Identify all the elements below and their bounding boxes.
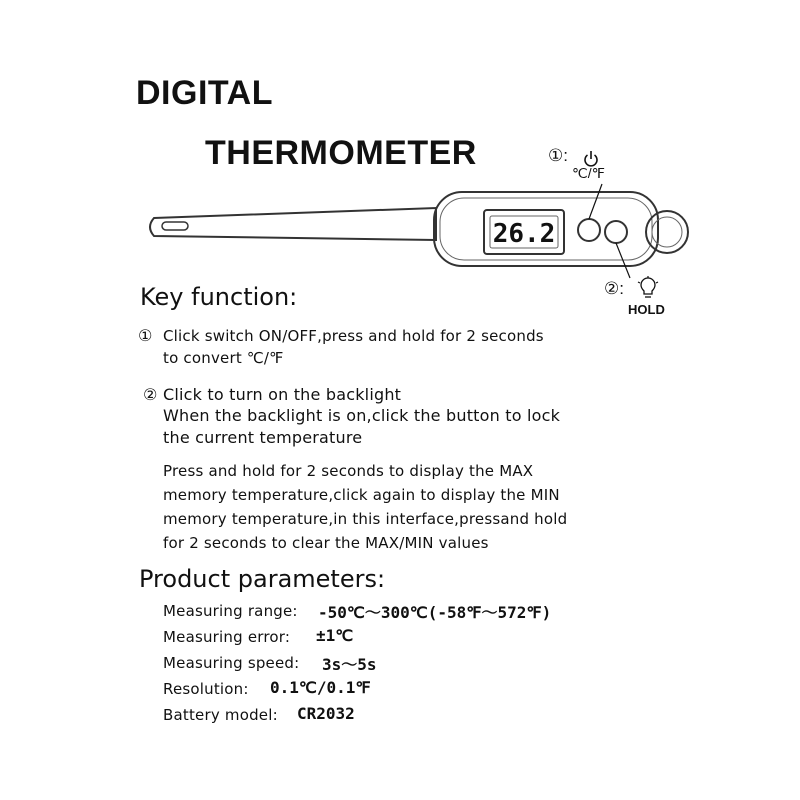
item-1-marker: ① <box>138 326 153 345</box>
hanging-ring-inner <box>652 217 682 247</box>
item-2-line-1: Click to turn on the backlight <box>163 385 402 404</box>
param-value-range: -50℃～300℃(-58℉～572℉) <box>318 603 552 622</box>
item-2-line-3: the current temperature <box>163 428 363 447</box>
param-label-battery: Battery model: <box>163 706 278 724</box>
title-line-2: THERMOMETER <box>205 134 477 172</box>
paragraph-line-1: Press and hold for 2 seconds to display the MAX <box>163 462 534 480</box>
key-function-heading: Key function: <box>140 283 298 311</box>
lightbulb-icon <box>637 276 659 300</box>
callout-1-marker: ①: <box>548 146 568 165</box>
title-line-1: DIGITAL <box>136 74 273 112</box>
item-2-line-2: When the backlight is on,click the button to lock <box>163 406 561 425</box>
param-label-speed: Measuring speed: <box>163 654 300 672</box>
param-value-battery: CR2032 <box>297 704 355 723</box>
param-label-error: Measuring error: <box>163 628 291 646</box>
param-value-resolution: 0.1℃/0.1℉ <box>270 678 371 697</box>
backlight-button <box>605 221 627 243</box>
probe-tip-slot <box>162 222 188 230</box>
thermometer-diagram <box>140 170 700 290</box>
unit-toggle-label: ℃/℉ <box>572 165 605 181</box>
hold-label: HOLD <box>628 302 665 317</box>
paragraph-line-4: for 2 seconds to clear the MAX/MIN values <box>163 534 489 552</box>
product-parameters-heading: Product parameters: <box>139 565 386 593</box>
param-value-error: ±1℃ <box>316 626 354 645</box>
item-1-line-1: Click switch ON/OFF,press and hold for 2 seconds <box>163 327 544 345</box>
lcd-value: 26.2 <box>492 219 556 249</box>
power-button <box>578 219 600 241</box>
callout-2-marker: ②: <box>604 279 624 298</box>
param-label-range: Measuring range: <box>163 602 298 620</box>
paragraph-line-3: memory temperature,in this interface,pressand hold <box>163 510 568 528</box>
paragraph-line-2: memory temperature,click again to display the MIN <box>163 486 560 504</box>
callout-line-1 <box>589 184 602 219</box>
item-1-line-2: to convert ℃/℉ <box>163 349 284 367</box>
probe <box>150 208 436 240</box>
param-label-resolution: Resolution: <box>163 680 249 698</box>
param-value-speed: 3s～5s <box>322 655 377 674</box>
item-2-marker: ② <box>143 385 158 404</box>
